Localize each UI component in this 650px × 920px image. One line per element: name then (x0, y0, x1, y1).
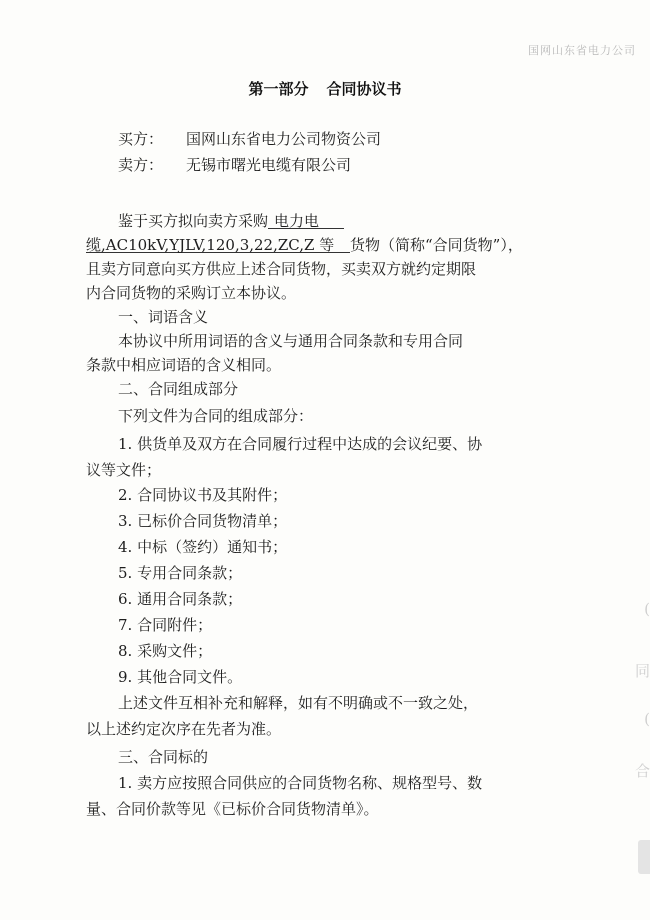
seal-bleed-marks: ( 同 ( 合 (634, 600, 650, 780)
list-item: 4. 中标（签约）通知书； (118, 538, 288, 556)
preamble-line-3: 且卖方同意向买方供应上述合同货物，买卖双方就约定期限 (86, 260, 477, 278)
buyer-name: 国网山东省电力公司物资公司 (186, 130, 382, 148)
list-item: 6. 通用合同条款； (118, 590, 243, 608)
preamble-line-2 (86, 234, 523, 255)
section2-heading: 二、合同组成部分 (118, 380, 239, 398)
section2-item-1-line-1: 1. 供货单及双方在合同履行过程中达成的会议纪要、协 (118, 435, 483, 453)
preamble-tail: 货物（简称“合同货物”）， (350, 236, 523, 254)
section2-intro: 下列文件为合同的组成部分： (118, 407, 314, 425)
seller-label: 卖方： (118, 156, 164, 174)
corner-note: 国网山东省电力公司 (528, 44, 636, 57)
section1-heading: 一、词语含义 (118, 308, 209, 326)
section2-closing-line-2: 以上述约定次序在先者为准。 (86, 720, 282, 738)
edge-mark (638, 840, 650, 874)
section1-line-1: 本协议中所用词语的含义与通用合同条款和专用合同 (118, 332, 464, 350)
section3-line-1: 1. 卖方应按照合同供应的合同货物名称、规格型号、数 (118, 774, 483, 792)
title-part: 第一部分 (248, 80, 309, 98)
section2-closing-line-1: 上述文件互相补充和解释，如有不明确或不一致之处， (118, 694, 479, 712)
list-item: 2. 合同协议书及其附件； (118, 486, 288, 504)
seller-line (118, 154, 351, 175)
seller-name: 无锡市曙光电缆有限公司 (186, 156, 352, 174)
preamble-line-1 (118, 210, 344, 231)
title-name: 合同协议书 (326, 80, 402, 98)
list-item: 8. 采购文件； (118, 642, 213, 660)
buyer-label: 买方： (118, 130, 164, 148)
list-item: 3. 已标价合同货物清单； (118, 512, 288, 530)
section3-heading: 三、合同标的 (118, 748, 209, 766)
section2-item-1-line-2: 议等文件； (86, 461, 162, 479)
preamble-line-4: 内合同货物的采购订立本协议。 (86, 284, 297, 302)
goods-name-part2: 缆,AC10kV,YJLV,120,3,22,ZC,Z 等 (86, 234, 350, 253)
preamble-start: 鉴于买方拟向卖方采购 (118, 212, 269, 230)
list-item: 7. 合同附件； (118, 616, 213, 634)
page-title (0, 78, 650, 99)
section1-line-2: 条款中相应词语的含义相同。 (86, 356, 282, 374)
buyer-line (118, 128, 381, 149)
goods-name-part1: 电力电 (268, 210, 344, 229)
list-item: 9. 其他合同文件。 (118, 668, 243, 686)
list-item: 5. 专用合同条款； (118, 564, 243, 582)
section3-line-2: 量、合同价款等见《已标价合同货物清单》。 (86, 800, 379, 818)
